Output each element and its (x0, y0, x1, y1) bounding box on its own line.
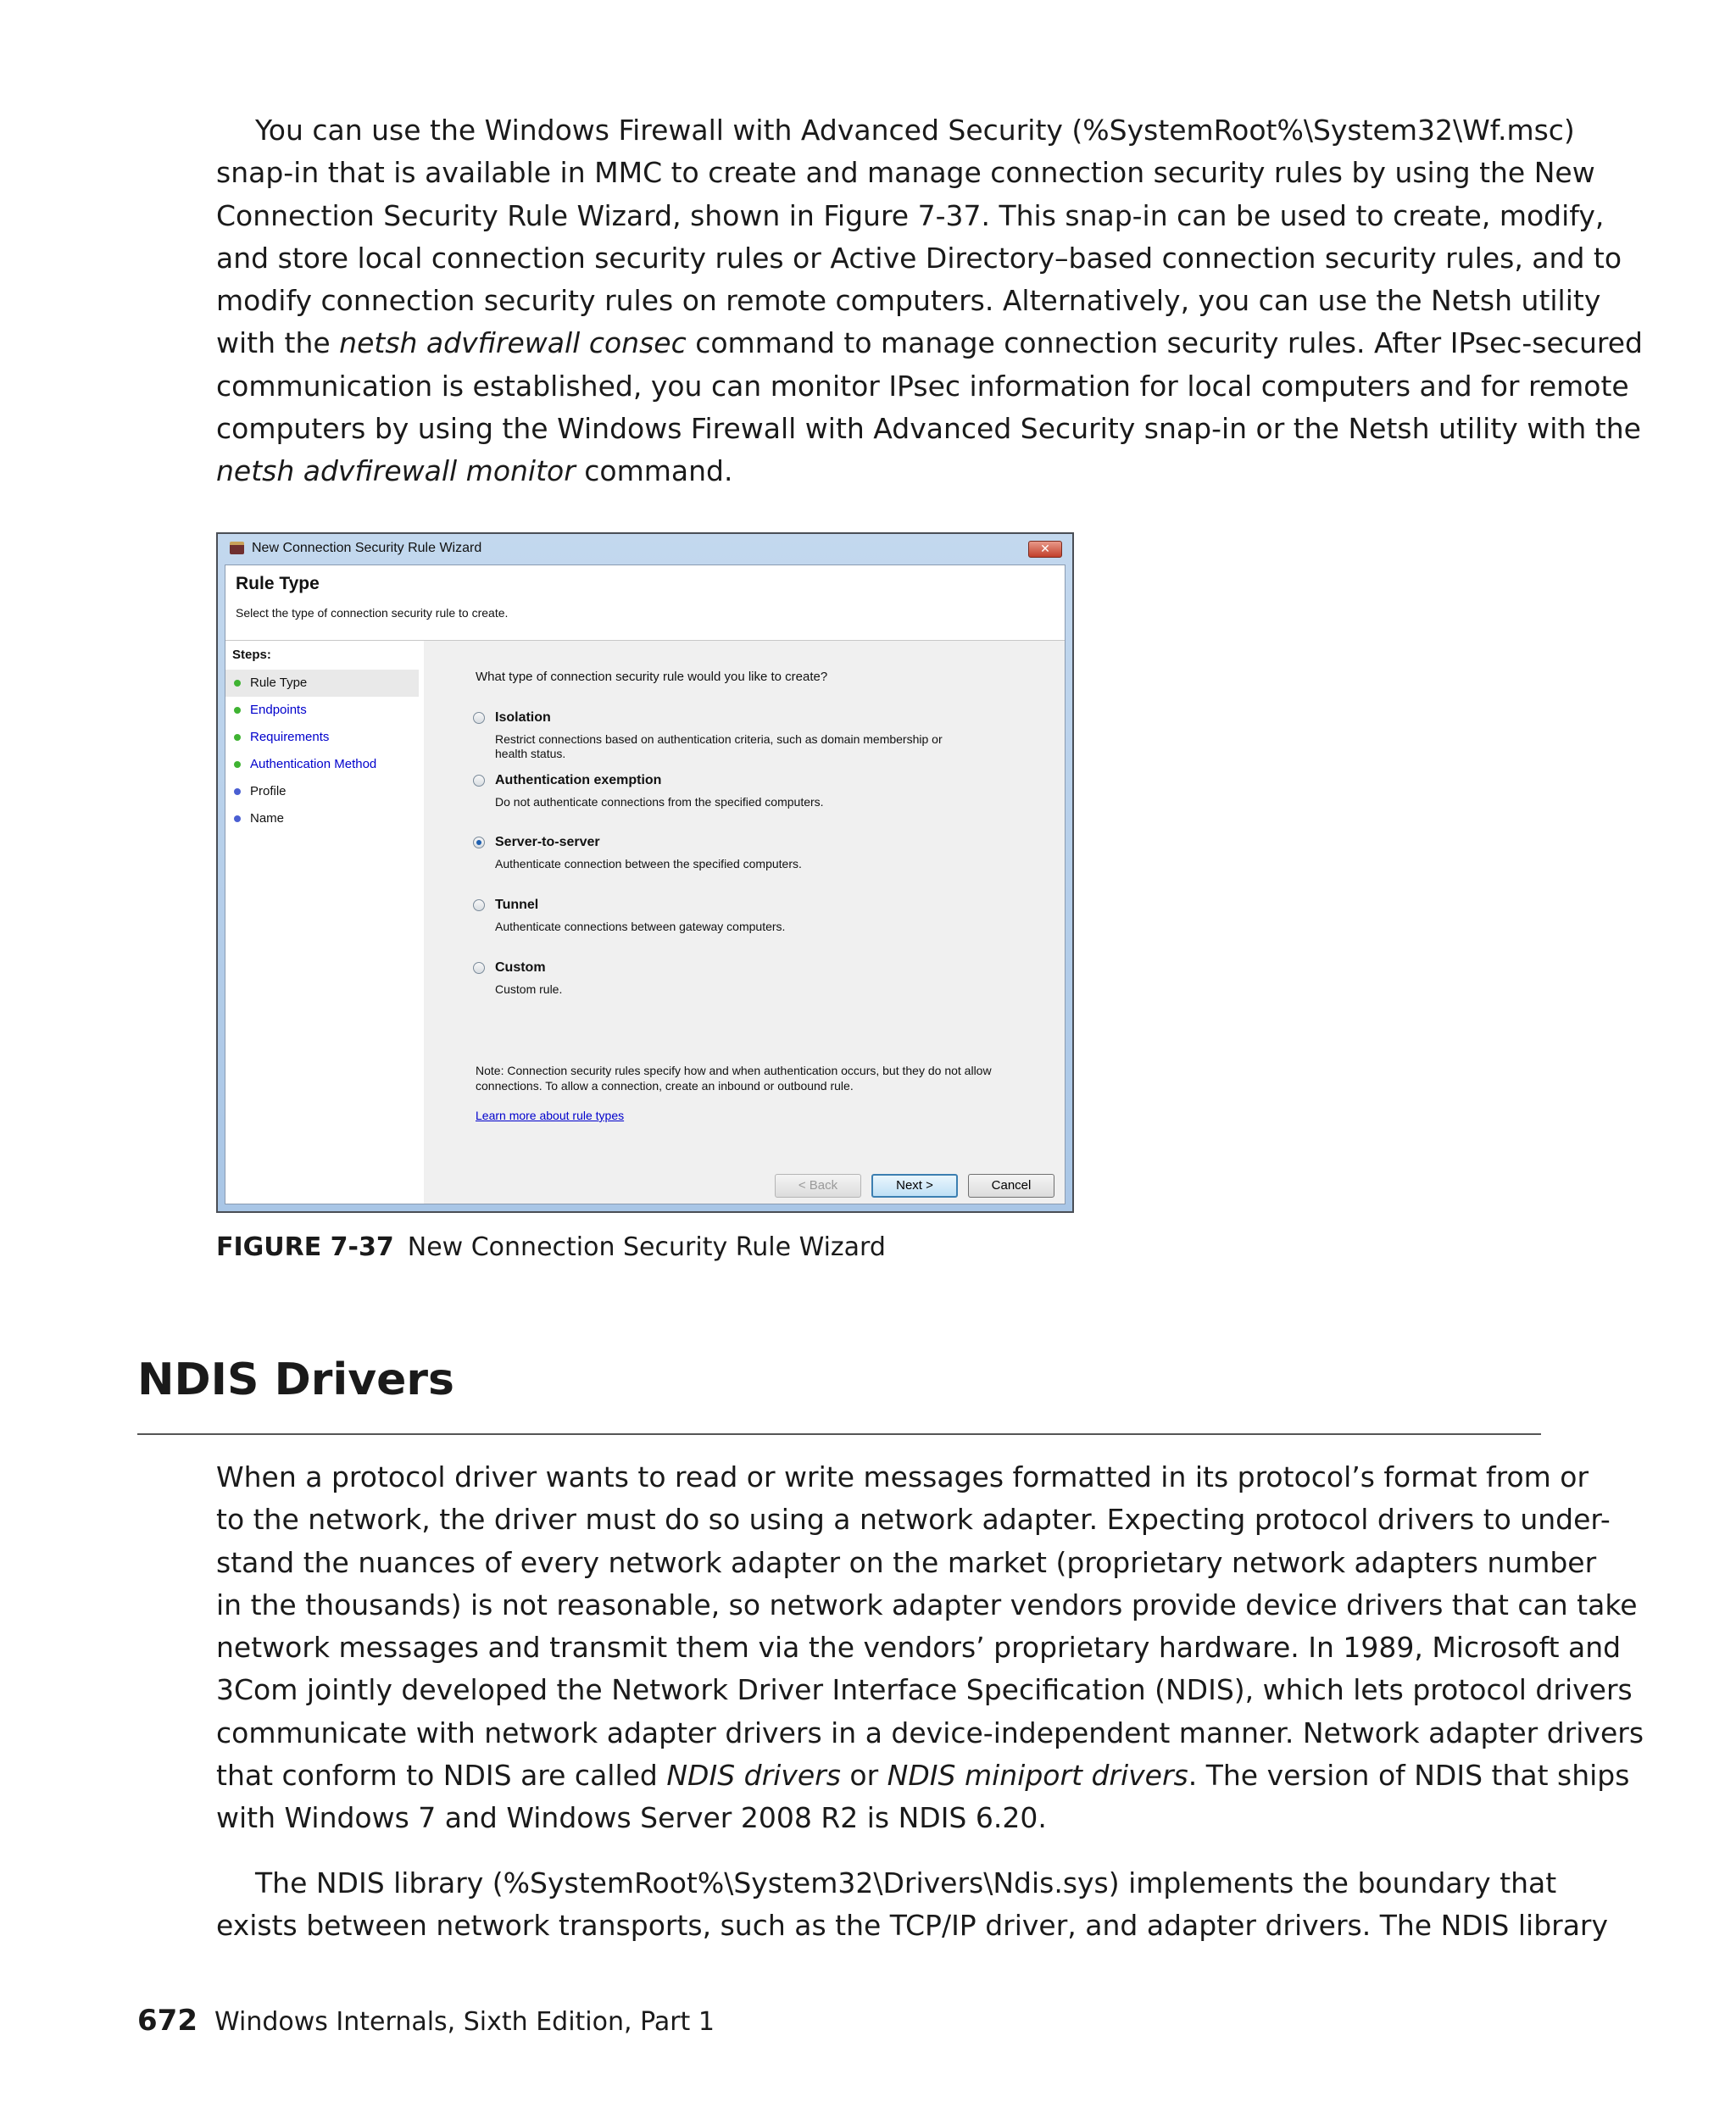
window-titlebar (218, 534, 1072, 563)
page-number: 672 (137, 2004, 198, 2038)
ndis-paragraph (216, 1456, 1644, 1840)
step-status-icon (234, 707, 241, 714)
step-rule-type[interactable] (225, 670, 419, 697)
text-line: You can use the Windows Firewall with Advanced Security (%SystemRoot%\System32\Wf.msc) (255, 114, 1575, 147)
figure-caption-text: New Connection Security Rule Wizard (407, 1232, 886, 1262)
option-label: Isolation (495, 710, 551, 725)
text-line: exists between network transports, such as the TCP/IP driver, and adapter drivers. The NDIS library (216, 1909, 1609, 1943)
radio-custom[interactable] (473, 962, 485, 974)
ndis-library-paragraph (216, 1862, 1609, 1948)
text-line: Connection Security Rule Wizard, shown in Figure 7-37. This snap-in can be used to create, modify, (216, 198, 1605, 232)
step-profile (225, 778, 419, 805)
text-line: When a protocol driver wants to read or write messages formatted in its protocol’s format from or (216, 1460, 1589, 1493)
next-button[interactable]: Next > (871, 1174, 958, 1198)
step-status-icon (234, 761, 241, 768)
step-status-icon (234, 680, 241, 687)
step-label: Rule Type (250, 676, 308, 690)
radio-server-to-server[interactable] (473, 837, 485, 848)
step-label: Profile (250, 784, 287, 798)
text-line: with Windows 7 and Windows Server 2008 R2 is NDIS 6.20. (216, 1801, 1047, 1835)
text-line: netsh advfirewall monitor command. (216, 454, 733, 488)
figure-label: FIGURE 7-37 (216, 1232, 394, 1262)
steps-pane (225, 641, 424, 1204)
term: NDIS miniport drivers (887, 1759, 1188, 1793)
learn-more-link[interactable]: Learn more about rule types (476, 1109, 625, 1122)
radio-tunnel[interactable] (473, 899, 485, 911)
intro-paragraph (216, 109, 1643, 493)
text-line: stand the nuances of every network adapter on the market (proprietary network adapters number (216, 1545, 1597, 1579)
close-icon[interactable]: ✕ (1028, 541, 1062, 558)
step-label: Name (250, 811, 285, 826)
option-label: Custom (495, 960, 546, 975)
text-line: computers by using the Windows Firewall with Advanced Security snap-in or the Netsh utility with the (216, 412, 1641, 446)
step-endpoints[interactable] (225, 697, 419, 724)
step-name (225, 805, 419, 832)
rule-note: Note: Connection security rules specify how and when authentication occurs, but they do not allow connections. To allow a connection, create an inbound or outbound rule. (476, 1064, 992, 1093)
wizard-client-area (225, 565, 1066, 1204)
step-status-icon (234, 815, 241, 822)
text-line: communicate with network adapter drivers in a device-independent manner. Network adapter drivers (216, 1716, 1644, 1749)
page-footer (137, 2004, 715, 2038)
step-status-icon (234, 734, 241, 741)
step-requirements[interactable] (225, 724, 419, 751)
firewall-app-icon (230, 542, 244, 554)
wizard-window (216, 532, 1074, 1213)
option-description: Authenticate connections between gateway computers. (495, 920, 786, 933)
text-line: snap-in that is available in MMC to create and manage connection security rules by using the New (216, 156, 1595, 190)
section-heading: NDIS Drivers (137, 1354, 454, 1405)
page-title: Rule Type (236, 574, 320, 593)
steps-list (225, 670, 419, 832)
text-line: in the thousands) is not reasonable, so network adapter vendors provide device drivers that can take (216, 1588, 1638, 1621)
text-line: and store local connection security rules or Active Directory–based connection security rules, and to (216, 241, 1622, 275)
text-line: network messages and transmit them via the vendors’ proprietary hardware. In 1989, Microsoft and (216, 1631, 1622, 1665)
step-label: Authentication Method (250, 757, 377, 771)
cancel-button[interactable]: Cancel (968, 1174, 1054, 1198)
option-description: Do not authenticate connections from the specified computers. (495, 795, 824, 809)
text-line: The NDIS library (%SystemRoot%\System32\Drivers\Ndis.sys) implements the boundary that (255, 1866, 1557, 1899)
command-name: netsh advfirewall monitor (216, 454, 576, 488)
text-line: that conform to NDIS are called NDIS drivers or NDIS miniport drivers. The version of NDIS that ships (216, 1759, 1630, 1793)
back-button[interactable]: < Back (775, 1174, 861, 1198)
text-line: with the netsh advfirewall consec command to manage connection security rules. After IPsec-secured (216, 326, 1643, 360)
command-name: netsh advfirewall consec (339, 326, 687, 360)
window-title: New Connection Security Rule Wizard (252, 541, 482, 555)
option-label: Tunnel (495, 898, 539, 912)
step-label: Requirements (250, 730, 330, 744)
text-line: communication is established, you can monitor IPsec information for local computers and for remote (216, 369, 1629, 403)
option-label: Server-to-server (495, 835, 600, 849)
step-authentication-method[interactable] (225, 751, 419, 778)
heading-rule (137, 1433, 1541, 1435)
option-description: Authenticate connection between the specified computers. (495, 857, 802, 870)
radio-isolation[interactable] (473, 712, 485, 724)
book-title: Windows Internals, Sixth Edition, Part 1 (214, 2007, 715, 2037)
term: NDIS drivers (666, 1759, 841, 1793)
figure-caption (216, 1232, 886, 1262)
page-subtitle: Select the type of connection security rule to create. (236, 606, 509, 620)
step-status-icon (234, 788, 241, 795)
option-label: Authentication exemption (495, 773, 662, 787)
text-line: modify connection security rules on remote computers. Alternatively, you can use the Netsh utility (216, 284, 1601, 318)
text-line: 3Com jointly developed the Network Driver Interface Specification (NDIS), which lets protocol drivers (216, 1673, 1633, 1707)
wizard-content (429, 641, 1065, 1204)
option-description: Custom rule. (495, 982, 563, 996)
step-label: Endpoints (250, 703, 307, 717)
radio-authentication-exemption[interactable] (473, 775, 485, 787)
wizard-header (225, 565, 1065, 641)
steps-title: Steps: (232, 648, 271, 662)
rule-type-question: What type of connection security rule would you like to create? (476, 670, 828, 684)
text-line: to the network, the driver must do so using a network adapter. Expecting protocol drivers to under- (216, 1503, 1611, 1537)
option-description: Restrict connections based on authentication criteria, such as domain membership or health status. (495, 732, 943, 760)
